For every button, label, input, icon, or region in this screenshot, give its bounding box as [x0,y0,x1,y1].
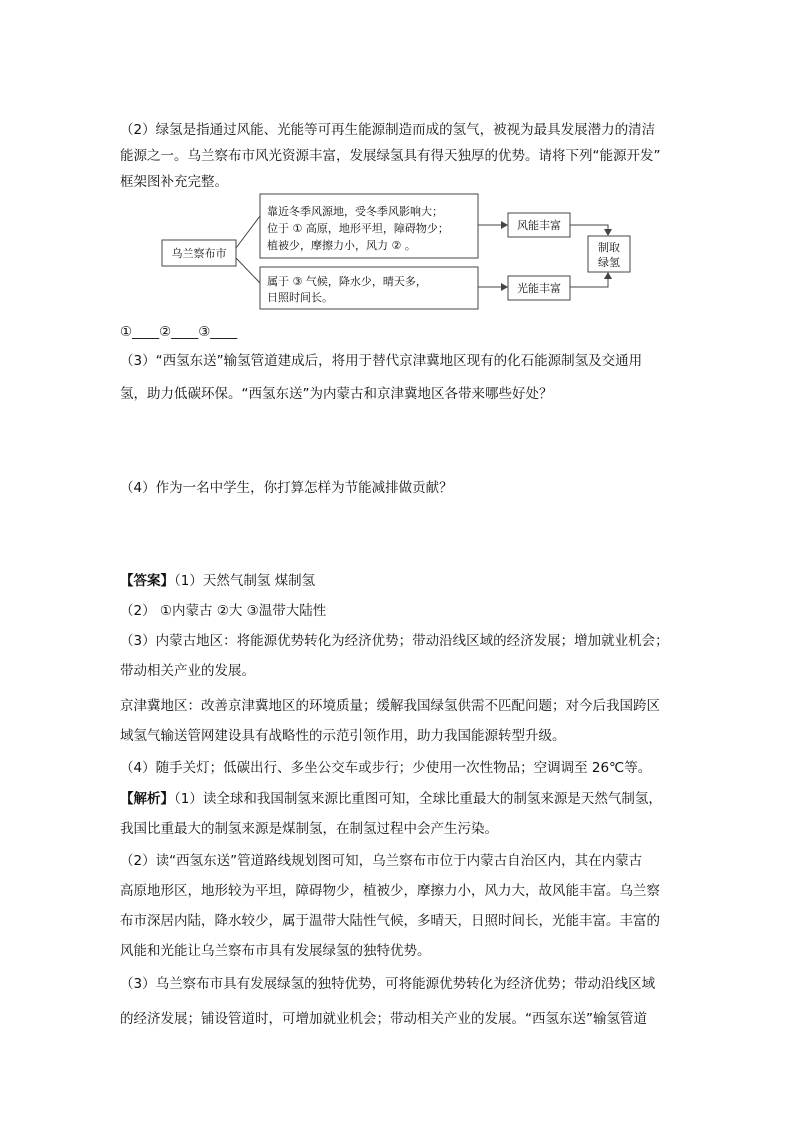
analysis-p1-line-2: 我国比重最大的制氢来源是煤制氢，在制氢过程中会产生污染。 [120,821,498,837]
solar-cond-line-1: 属于 ③ 气候，降水少，晴天多， [267,275,427,288]
answer-3-line-1: （3）内蒙古地区：将能源优势转化为经济优势；带动沿线区域的经济发展；增加就业机会； [120,633,669,649]
wind-cond-line-2: 位于 ① 高原，地形平坦，障碍物少； [267,222,449,235]
arrow-head-solar [501,283,508,291]
answer-3-line-3: 京津冀地区：改善京津冀地区的环境质量；缓解我国绿氢供需不匹配问题；对今后我国跨区 [120,698,660,714]
analysis-label: 【解析】 [120,791,174,807]
analysis-p2-line-2: 高原地形区，地形较为平坦，障碍物少，植被少，摩擦力小，风力大，故风能丰富。乌兰察 [120,883,660,899]
answer-1: （1）天然气制氢 煤制氢 [174,573,316,589]
answer-block-1 [120,572,315,590]
solar-rich-label: 光能丰富 [517,282,561,295]
arrow-solar-to-result [570,276,608,287]
analysis-p3-line-1: （3）乌兰察布市具有发展绿氢的独特优势，可将能源优势转化为经济优势；带动沿线区域 [120,976,656,992]
analysis-p2-line-3: 布市深居内陆，降水较少，属于温带大陆性气候，多晴天，日照时间长，光能丰富。丰富的 [120,913,660,929]
energy-framework-diagram [120,190,650,320]
answer-3-line-2: 带动相关产业的发展。 [120,663,255,679]
analysis-p1-line-1 [120,790,662,808]
wind-cond-line-1: 靠近冬季风源地，受冬季风影响大； [267,205,443,218]
arrow-head-wind [501,221,508,229]
connector-upper [236,216,260,248]
q2-line-3: 框架图补充完整。 [120,174,228,190]
analysis-p2-line-4: 风能和光能让乌兰察布市具有发展绿氢的独特优势。 [120,943,431,959]
wind-cond-line-3: 植被少，摩擦力小，风力 ② 。 [267,239,416,252]
analysis-p3-line-2: 的经济发展；铺设管道时，可增加就业机会；带动相关产业的发展。“西氢东送”输氢管道 [120,1011,647,1027]
wind-rich-label: 风能丰富 [517,219,561,232]
arrow-wind-to-result [570,225,608,232]
city-label: 乌兰察布市 [171,247,227,260]
q3-line-2: 氢，助力低碳环保。“西氢东送”为内蒙古和京津冀地区各带来哪些好处？ [120,386,553,402]
arrow-head-result-bottom [604,272,612,279]
answer-3-line-4: 域氢气输送管网建设具有战略性的示范引领作用，助力我国能源转型升级。 [120,728,566,744]
q2-line-1: （2）绿氢是指通过风能、光能等可再生能源制造而成的氢气，被视为最具发展潜力的清洁 [120,122,656,138]
answer-label: 【答案】 [120,573,174,589]
answer-4: （4）随手关灯；低碳出行、多坐公交车或步行；少使用一次性物品；空调调至 26℃等。 [120,760,652,776]
analysis-p2-line-1: （2）读“西氢东送”管道路线规划图可知，乌兰察布市位于内蒙古自治区内，其在内蒙古 [120,853,643,869]
q2-line-2: 能源之一。乌兰察布市风光资源丰富，发展绿氢具有得天独厚的优势。请将下列“能源开发” [120,148,661,164]
q4-line: （4）作为一名中学生，你打算怎样为节能减排做贡献？ [120,480,453,496]
q3-line-1: （3）“西氢东送”输氢管道建成后，将用于替代京津冀地区现有的化石能源制氢及交通用 [120,353,643,369]
result-line-2: 绿氢 [598,256,620,269]
arrow-head-result-top [604,229,612,236]
solar-cond-line-2: 日照时间长。 [267,291,333,304]
answer-2: （2） ①内蒙古 ②大 ③温带大陆性 [120,603,327,619]
blank-answers-line: ①____②____③____ [120,324,238,340]
analysis-p1-text: （1）读全球和我国制氢来源比重图可知，全球比重最大的制氢来源是天然气制氢， [174,791,662,807]
connector-lower [236,258,260,283]
result-line-1: 制取 [598,241,620,254]
